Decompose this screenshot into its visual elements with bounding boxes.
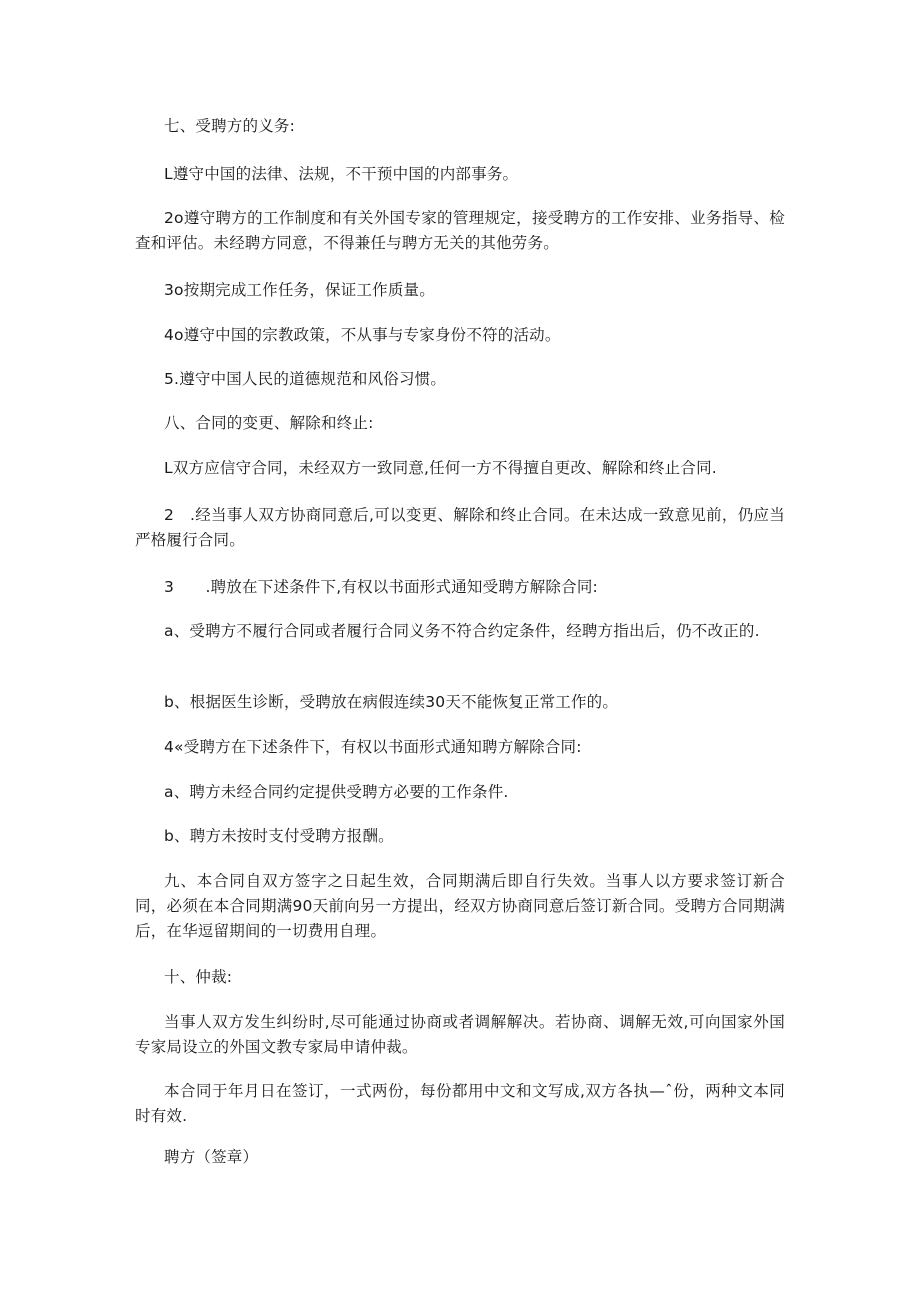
arbitration-paragraph: 当事人双方发生纠纷时,尽可能通过协商或者调解解决。若协商、调解无效,可向国家外国专家局设立的外国文教专家局申请仲裁。 (135, 1013, 785, 1056)
obligation-item-3: 3o按期完成工作任务，保证工作质量。 (164, 281, 435, 299)
clause-4-item-b: b、聘方未按时支付受聘方报酬。 (164, 827, 394, 845)
obligation-item-4: 4o遵守中国的宗教政策，不从事与专家身份不符的活动。 (164, 326, 561, 344)
obligation-item-5: 5.遵守中国人民的道德规范和风俗习惯。 (164, 370, 447, 388)
obligation-item-1: L遵守中国的法律、法规，不干预中国的内部事务。 (164, 165, 519, 183)
change-clause-3: 3 .聘放在下述条件下,有权以书面形式通知受聘方解除合同: (164, 578, 598, 596)
change-clause-2: 2 .经当事人双方协商同意后,可以变更、解除和终止合同。在未达成一致意见前，仍应当严格履行合同。 (135, 506, 785, 549)
clause-4-item-a: a、聘方未经合同约定提供受聘方必要的工作条件. (164, 783, 509, 801)
clause-3-item-b: b、根据医生诊断，受聘放在病假连续30天不能恢复正常工作的。 (164, 693, 619, 711)
signing-paragraph: 本合同于年月日在签订，一式两份，每份都用中文和文写成,双方各执—ˆ份，两种文本同时有效. (135, 1082, 785, 1125)
clause-3-item-a: a、受聘方不履行合同或者履行合同义务不符合约定条件，经聘方指出后，仍不改正的. (164, 622, 760, 640)
section-9-paragraph: 九、本合同自双方签字之日起生效，合同期满后即自行失效。当事人以方要求签订新合同，必须在本合同期满90天前向另一方提出，经双方协商同意后签订新合同。受聘方合同期满后，在华逗留期间的一切费用自理。 (135, 872, 785, 940)
section-7-heading: 七、受聘方的义务: (164, 117, 296, 135)
obligation-item-2: 2o遵守聘方的工作制度和有关外国专家的管理规定，接受聘方的工作安排、业务指导、检查和评估。未经聘方同意，不得兼任与聘方无关的其他劳务。 (135, 209, 785, 252)
change-clause-1: L双方应信守合同，未经双方一致同意,任何一方不得擅自更改、解除和终止合同. (164, 459, 717, 477)
employer-signature-line: 聘方（签章） (164, 1148, 259, 1166)
section-8-heading: 八、合同的变更、解除和终止: (164, 414, 374, 432)
change-clause-4: 4«受聘方在下述条件下，有权以书面形式通知聘方解除合同: (164, 738, 582, 756)
section-10-heading: 十、仲裁: (164, 968, 233, 986)
